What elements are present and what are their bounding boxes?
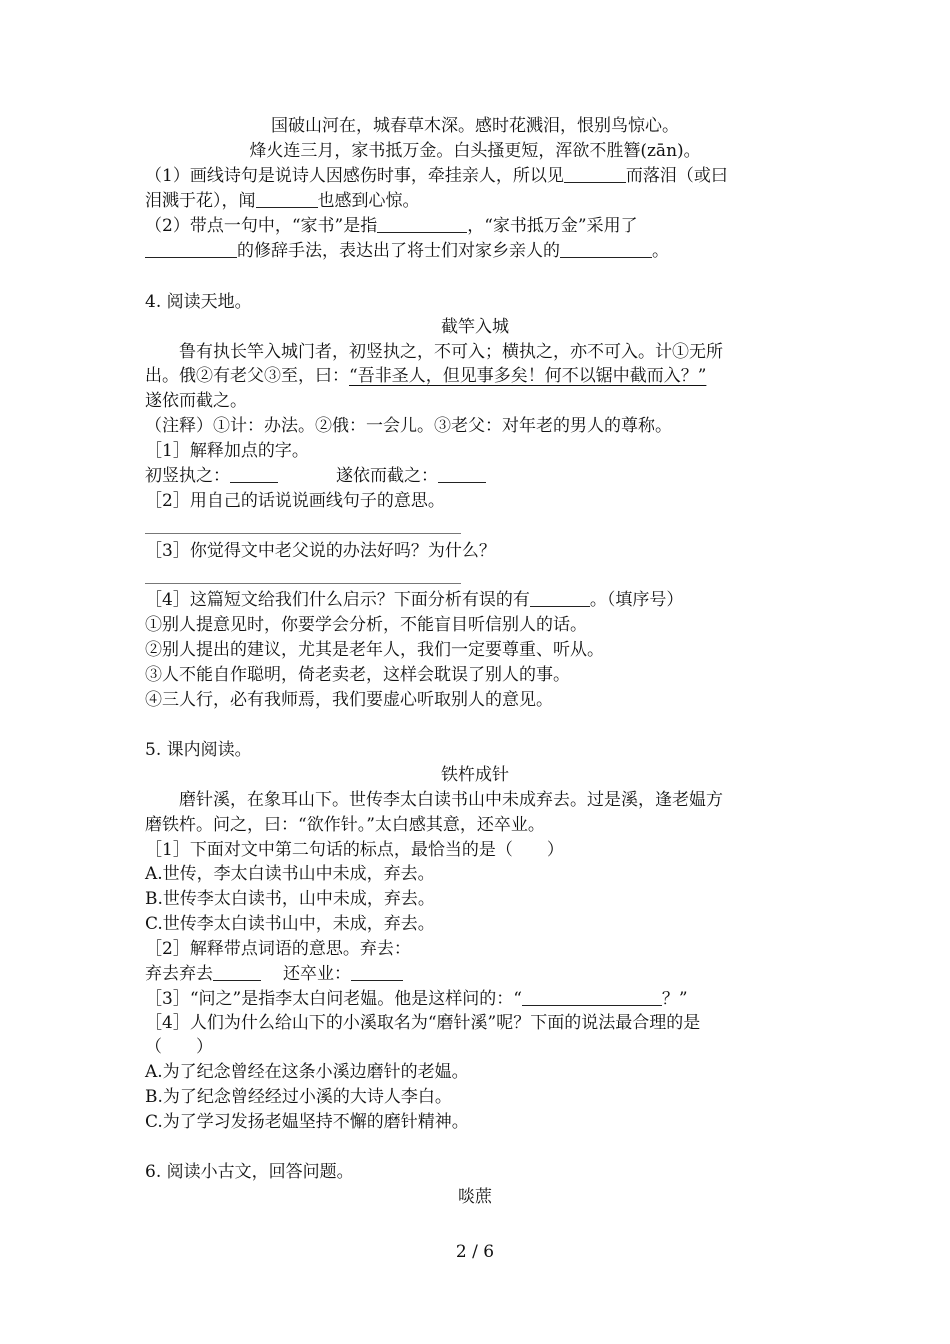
section-4-heading: 4. 阅读天地。 bbox=[145, 292, 252, 312]
section-4-option-1: ①别人提意见时，你要学会分析，不能盲目听信别人的话。 bbox=[145, 615, 587, 635]
poem-question-2-cont: 的修辞手法，表达出了将士们对家乡亲人的 。 bbox=[145, 239, 669, 263]
section-4-passage-line-2: 出。俄②有老父③至，曰：“吾非圣人，但见事多矣！何不以锯中截而入？” bbox=[145, 366, 707, 386]
section-5-heading: 5. 课内阅读。 bbox=[145, 740, 252, 760]
poem-line-2: 烽火连三月，家书抵万金。白头搔更短，浑欲不胜簪(zān)。 bbox=[249, 141, 701, 161]
section-5-q1: ［1］下面对文中第二句话的标点，最恰当的是（ ） bbox=[145, 840, 564, 860]
poem-question-2: （2）带点一句中，“家书”是指 ，“家书抵万金”采用了 bbox=[145, 216, 638, 236]
section-5-title: 铁杵成针 bbox=[441, 765, 509, 785]
section-4-option-3: ③人不能自作聪明，倚老卖老，这样会耽误了别人的事。 bbox=[145, 665, 570, 685]
section-5-q4-option-c: C.为了学习发扬老媪坚持不懈的磨针精神。 bbox=[145, 1112, 469, 1132]
section-4-notes: （注释）①计：办法。②俄：一会儿。③老父：对年老的男人的尊称。 bbox=[145, 416, 672, 436]
page-number: 2 / 6 bbox=[455, 1242, 495, 1262]
poem-question-1: （1）画线诗句是说诗人因感伤时事，牵挂亲人，所以见 而落泪（或曰 bbox=[145, 166, 728, 186]
section-5-q1-option-a: A.世传，李太白读书山中未成，弃去。 bbox=[145, 864, 435, 884]
section-5-passage-line-2: 磨铁杵。问之，曰：“欲作针。”太白感其意，还卒业。 bbox=[145, 815, 545, 835]
section-4-q2: ［2］用自己的话说说画线句子的意思。 bbox=[145, 491, 445, 511]
section-4-q4: ［4］这篇短文给我们什么启示？下面分析有误的有 。（填序号） bbox=[145, 590, 684, 610]
section-4-q3: ［3］你觉得文中老父说的办法好吗？为什么？ bbox=[145, 541, 496, 561]
section-4-title: 截竿入城 bbox=[441, 317, 509, 337]
section-4-passage-line-3: 遂依而截之。 bbox=[145, 391, 247, 411]
section-4-passage-line-1: 鲁有执长竿入城门者，初竖执之，不可入；横执之，亦不可入。计①无所 bbox=[179, 342, 723, 362]
underlined-sentence: “吾非圣人，但见事多矣！何不以锯中截而入？” bbox=[349, 366, 707, 386]
section-6-title: 啖蔗 bbox=[458, 1187, 492, 1207]
section-5-q1-option-c: C.世传李太白读书山中，未成，弃去。 bbox=[145, 914, 435, 934]
section-4-q1: ［1］解释加点的字。 bbox=[145, 441, 309, 461]
section-4-option-2: ②别人提出的建议，尤其是老年人，我们一定要尊重、听从。 bbox=[145, 640, 604, 660]
section-5-passage-line-1: 磨针溪，在象耳山下。世传李太白读书山中未成弃去。过是溪，逢老媪方 bbox=[179, 790, 723, 810]
section-5-q4-option-a: A.为了纪念曾经在这条小溪边磨针的老媪。 bbox=[145, 1062, 469, 1082]
section-5-q4-option-b: B.为了纪念曾经经过小溪的大诗人李白。 bbox=[145, 1087, 452, 1107]
section-5-q1-option-b: B.世传李太白读书，山中未成，弃去。 bbox=[145, 889, 435, 909]
section-5-q3: ［3］“问之”是指李太白问老媪。他是这样问的：“ ？” bbox=[145, 989, 688, 1009]
poem-question-1-cont: 泪溅于花），闻 也感到心惊。 bbox=[145, 191, 420, 211]
section-5-q4-paren: （ ） bbox=[145, 1037, 213, 1057]
section-6-heading: 6. 阅读小古文，回答问题。 bbox=[145, 1162, 354, 1182]
poem-line-1: 国破山河在，城春草木深。感时花溅泪，恨别鸟惊心。 bbox=[271, 116, 679, 136]
answer-line bbox=[145, 583, 461, 584]
section-4-q1-answer: 初竖执之： 遂依而截之： bbox=[145, 464, 486, 488]
section-5-q4: ［4］人们为什么给山下的小溪取名为“磨针溪”呢？下面的说法最合理的是 bbox=[145, 1013, 701, 1033]
section-5-q2: ［2］解释带点词语的意思。弃去： bbox=[145, 939, 411, 959]
section-4-option-4: ④三人行，必有我师焉，我们要虚心听取别人的意见。 bbox=[145, 690, 553, 710]
section-5-q2-answer: 弃去弃去 还卒业： bbox=[145, 962, 403, 986]
answer-line bbox=[145, 533, 461, 534]
